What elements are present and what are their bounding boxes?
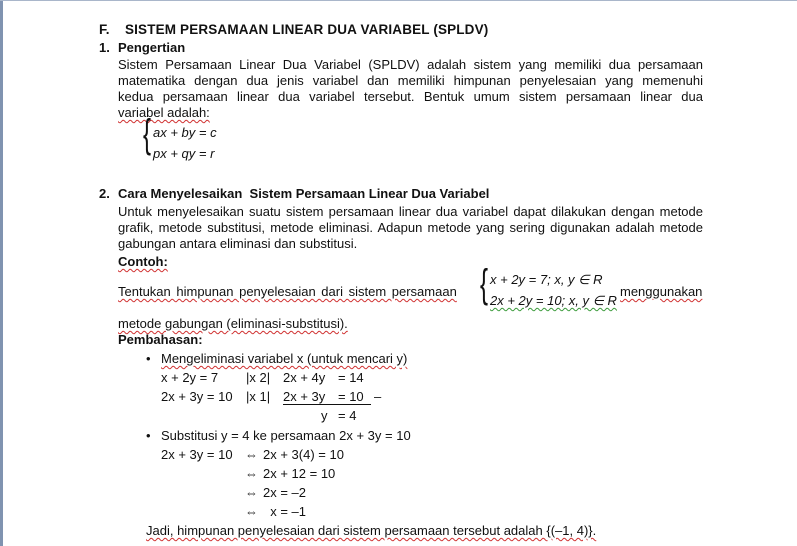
step1-res-lhs: y: [321, 408, 328, 423]
example-eq1: x + 2y = 7; x, y ∈ R: [490, 272, 603, 287]
equivalence-arrow-icon: ⇔: [245, 447, 258, 462]
part1-heading: Pengertian: [118, 40, 186, 55]
part1-number: 1.: [99, 40, 110, 55]
step1-mult: |x 2|: [246, 370, 271, 385]
part1-paragraph: [118, 57, 703, 121]
general-form-eq1: ax + by = c: [153, 125, 217, 140]
section-title: SISTEM PERSAMAAN LINEAR DUA VARIABEL (SPLDV): [125, 22, 489, 37]
part2-heading: Cara Menyelesaikan Sistem Persamaan Linear Dua Variabel: [118, 186, 490, 201]
example-eq2: 2x + 2y = 10; x, y ∈ R: [490, 293, 617, 308]
bullet-icon: •: [146, 351, 151, 366]
bullet-icon: •: [146, 428, 151, 443]
example-text-line2: metode gabungan (eliminasi-substitusi).: [118, 316, 348, 331]
subtract-operator: –: [374, 389, 382, 404]
step2-line: 2x + 3(4) = 10: [263, 447, 344, 462]
left-brace: {: [143, 112, 152, 156]
section-marker: F.: [99, 22, 110, 37]
discussion-label: Pembahasan:: [118, 332, 203, 347]
step2-line: 2x = –2: [263, 485, 307, 500]
step1-res-rhs: = 4: [338, 408, 357, 423]
paragraph-line: kedua persamaan linear dua variabel tersebut. Bentuk umum sistem persamaan linear dua: [118, 89, 703, 104]
step1-eq: x + 2y = 7: [161, 370, 219, 385]
conclusion: Jadi, himpunan penyelesaian dari sistem persamaan tersebut adalah {(–1, 4)}.: [146, 523, 597, 538]
paragraph-line: variabel adalah:: [118, 105, 210, 120]
step2-line: 2x + 12 = 10: [263, 466, 336, 481]
equivalence-arrow-icon: ⇔: [245, 504, 258, 519]
paragraph-line: grafik, metode substitusi, metode eliminasi. Adapun metode yang sering digunakan adalah metode: [118, 220, 703, 235]
step1-res-rhs: = 10: [338, 389, 364, 404]
part2-number: 2.: [99, 186, 110, 201]
step1-mult: |x 1|: [246, 389, 271, 404]
step2-start: 2x + 3y = 10: [161, 447, 233, 462]
step2-title: Substitusi y = 4 ke persamaan 2x + 3y = 10: [161, 428, 411, 443]
example-text-after: menggunakan: [620, 284, 703, 299]
paragraph-line: gabungan antara eliminasi dan substitusi.: [118, 236, 358, 251]
paragraph-line: Sistem Persamaan Linear Dua Variabel (SPLDV) adalah sistem yang memiliki dua persamaan: [118, 57, 703, 72]
example-label: Contoh:: [118, 254, 168, 269]
equivalence-arrow-icon: ⇔: [245, 485, 258, 500]
step1-underlined-row: [283, 389, 371, 405]
step1-res-lhs: 2x + 3y: [283, 389, 326, 404]
document-page: [3, 1, 797, 546]
part2-paragraph: [118, 204, 703, 252]
example-text: Tentukan himpunan penyelesaian dari sistem persamaan: [118, 284, 457, 299]
equivalence-arrow-icon: ⇔: [245, 466, 258, 481]
step1-eq: 2x + 3y = 10: [161, 389, 233, 404]
step2-line: x = –1: [263, 504, 306, 519]
paragraph-line: matematika dengan dua jenis variabel dan memiliki himpunan penyelesaian yang memenuhi: [118, 73, 703, 88]
step1-res-rhs: = 14: [338, 370, 364, 385]
general-form-eq2: px + qy = r: [153, 146, 215, 161]
step1-res-lhs: 2x + 4y: [283, 370, 326, 385]
step1-title: [161, 351, 407, 367]
step1-title-text: Mengeliminasi variabel x (untuk mencari y): [161, 351, 408, 366]
left-brace: {: [480, 262, 489, 306]
paragraph-line: Untuk menyelesaikan suatu sistem persamaan linear dua variabel dapat dilakukan dengan metode: [118, 204, 703, 219]
